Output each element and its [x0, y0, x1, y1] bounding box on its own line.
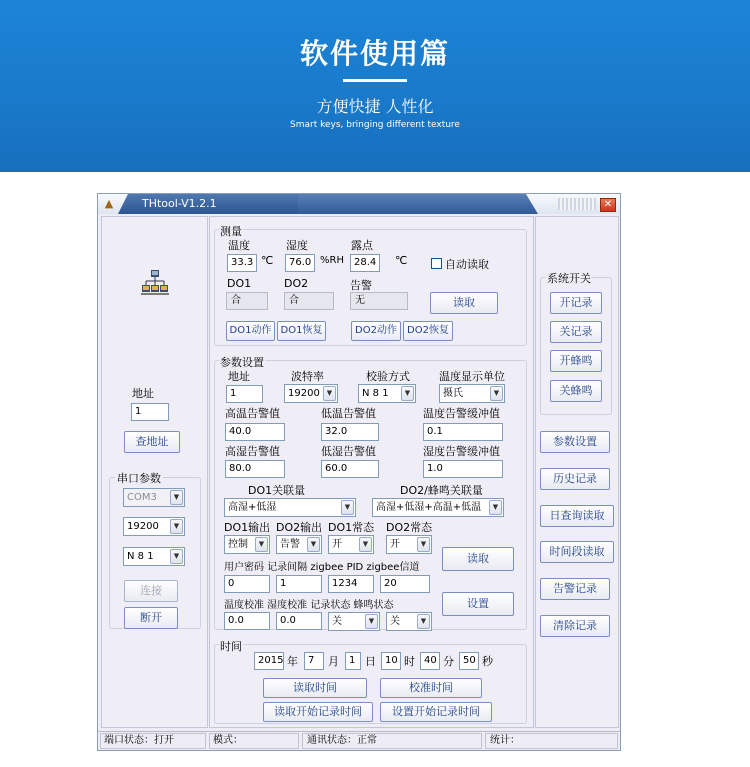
month-input[interactable]: 7	[304, 652, 324, 670]
do2-link-label: DO2/蜂鸣关联量	[400, 484, 483, 497]
do2-action-button[interactable]: DO2动作	[351, 321, 401, 341]
low-hum-input[interactable]: 60.0	[321, 460, 379, 478]
params-set-button[interactable]: 设置	[442, 592, 514, 616]
do1-state: 合	[226, 292, 268, 310]
port-status: 端口状态：打开	[100, 733, 206, 749]
param-address-label: 地址	[228, 370, 250, 383]
do1-label: DO1	[227, 277, 252, 290]
param-address-input[interactable]: 1	[226, 385, 263, 403]
temp-cal-input[interactable]: 0.0	[224, 612, 270, 630]
zigbee-channel-input[interactable]: 20	[380, 575, 430, 593]
do1-output-select[interactable]	[224, 535, 270, 554]
devices-icon	[140, 269, 170, 297]
do1-output-label: DO1输出	[224, 521, 271, 534]
interval-input[interactable]: 1	[276, 575, 322, 593]
do1-normal-select[interactable]	[328, 535, 374, 554]
chevron-down-icon: ▼	[170, 549, 183, 564]
low-temp-label: 低温告警值	[321, 407, 376, 420]
status-bar	[98, 731, 620, 750]
do2-output-label: DO2输出	[276, 521, 323, 534]
time-group-label: 时间	[220, 640, 242, 653]
day-unit: 日	[365, 655, 376, 668]
second-input[interactable]: 50	[459, 652, 479, 670]
do1-reset-button[interactable]: DO1恢复	[277, 321, 326, 341]
minute-unit: 分	[443, 655, 454, 668]
day-input[interactable]: 1	[345, 652, 361, 670]
do1-normal-value: 开	[332, 539, 342, 550]
title-bar[interactable]	[98, 194, 620, 214]
high-temp-label: 高温告警值	[225, 407, 280, 420]
address-label: 地址	[132, 387, 154, 400]
param-check-label: 校验方式	[366, 370, 410, 383]
hour-unit: 时	[404, 655, 415, 668]
params-group-label: 参数设置	[220, 356, 264, 369]
dewpoint-value: 28.4	[350, 254, 380, 272]
alarm-state: 无	[350, 292, 408, 310]
dewpoint-unit: ℃	[395, 254, 408, 267]
hum-cal-input[interactable]: 0.0	[276, 612, 322, 630]
app-window	[97, 193, 621, 751]
param-unit-select[interactable]	[439, 384, 505, 403]
do1-link-label: DO1关联量	[248, 484, 306, 497]
do1-output-value: 控制	[228, 539, 248, 550]
serial-params-label: 串口参数	[117, 472, 161, 485]
right-pane	[535, 216, 619, 728]
chevron-down-icon: ▼	[323, 386, 336, 401]
comm-status: 通讯状态：正常	[302, 733, 482, 749]
title-tab-extension	[298, 194, 538, 214]
stop-record-button[interactable]: 关记录	[550, 321, 602, 343]
app-icon: ▲	[104, 197, 114, 210]
parity-value: N 8 1	[127, 551, 154, 562]
humidity-value: 76.0	[285, 254, 315, 272]
chevron-down-icon: ▼	[417, 614, 430, 629]
param-baud-select[interactable]	[284, 384, 338, 403]
disconnect-button[interactable]: 断开	[124, 607, 178, 629]
address-input[interactable]: 1	[131, 403, 169, 421]
chevron-down-icon: ▼	[401, 386, 414, 401]
do1-link-value: 高湿+低湿	[228, 502, 277, 513]
measure-read-button[interactable]: 读取	[430, 292, 498, 314]
chevron-down-icon: ▼	[490, 386, 503, 401]
temp-value: 33.3	[227, 254, 257, 272]
do1-link-select[interactable]	[224, 498, 356, 517]
chevron-down-icon: ▼	[255, 537, 268, 552]
second-unit: 秒	[482, 655, 493, 668]
low-hum-label: 低湿告警值	[321, 445, 376, 458]
auto-read-label: 自动读取	[445, 258, 489, 271]
close-button[interactable]: ✕	[600, 198, 616, 212]
alarm-record-button[interactable]: 告警记录	[540, 578, 610, 600]
alarm-label: 告警	[350, 279, 372, 292]
port-select[interactable]	[123, 488, 185, 507]
buzzer-state-select[interactable]	[386, 612, 432, 631]
do2-state: 合	[284, 292, 334, 310]
chevron-down-icon: ▼	[359, 537, 372, 552]
chevron-down-icon: ▼	[365, 614, 378, 629]
do2-output-select[interactable]	[276, 535, 322, 554]
window-title: THtool-V1.2.1	[142, 197, 217, 210]
baud-value: 19200	[127, 521, 159, 532]
buzzer-state-value: 关	[390, 616, 400, 627]
do2-output-value: 告警	[280, 539, 300, 550]
params-read-button[interactable]: 读取	[442, 547, 514, 571]
chevron-down-icon: ▼	[170, 490, 183, 505]
header-banner	[0, 0, 750, 172]
do2-reset-button[interactable]: DO2恢复	[403, 321, 453, 341]
clear-record-button[interactable]: 清除记录	[540, 615, 610, 637]
day-query-button[interactable]: 日查询读取	[540, 505, 614, 527]
temp-label: 温度	[228, 239, 250, 252]
minute-input[interactable]: 40	[420, 652, 440, 670]
chevron-down-icon: ▼	[417, 537, 430, 552]
banner-tagline: Smart keys, bringing different texture	[290, 120, 460, 130]
set-record-start-button[interactable]: 设置开始记录时间	[380, 702, 492, 722]
do1-action-button[interactable]: DO1动作	[226, 321, 275, 341]
param-settings-button[interactable]: 参数设置	[540, 431, 610, 453]
buzzer-off-button[interactable]: 关蜂鸣	[550, 380, 602, 402]
low-temp-input[interactable]: 32.0	[321, 423, 379, 441]
year-input[interactable]: 2015	[254, 652, 284, 670]
do2-link-value: 高湿+低湿+高温+低温	[376, 502, 482, 513]
period-read-button[interactable]: 时间段读取	[540, 541, 614, 563]
query-address-button[interactable]: 查地址	[124, 431, 180, 453]
title-grip	[558, 198, 596, 210]
year-unit: 年	[287, 655, 298, 668]
do2-link-select[interactable]	[372, 498, 504, 517]
high-temp-input[interactable]: 40.0	[225, 423, 285, 441]
param-check-select[interactable]	[358, 384, 416, 403]
temp-buffer-label: 温度告警缓冲值	[423, 407, 500, 420]
humidity-unit: %RH	[320, 255, 344, 266]
row4-labels: 用户密码 记录间隔 zigbee PID zigbee信道	[224, 562, 420, 573]
hour-input[interactable]: 10	[381, 652, 401, 670]
hum-buffer-input[interactable]: 1.0	[423, 460, 503, 478]
measure-group-label: 测量	[220, 225, 242, 238]
do2-normal-select[interactable]	[386, 535, 432, 554]
param-check-value: N 8 1	[362, 388, 389, 399]
dewpoint-label: 露点	[351, 239, 373, 252]
do2-normal-label: DO2常态	[386, 521, 433, 534]
mode-status: 模式：	[209, 733, 299, 749]
high-hum-input[interactable]: 80.0	[225, 460, 285, 478]
auto-read-checkbox[interactable]	[431, 258, 442, 269]
humidity-label: 湿度	[286, 239, 308, 252]
baud-select[interactable]	[123, 517, 185, 536]
chevron-down-icon: ▼	[489, 500, 502, 515]
port-value: COM3	[127, 492, 157, 503]
param-baud-value: 19200	[288, 388, 320, 399]
stats-status: 统计：	[485, 733, 618, 749]
system-switch-label: 系统开关	[547, 272, 591, 285]
read-record-start-button[interactable]: 读取开始记录时间	[263, 702, 373, 722]
sync-time-button[interactable]: 校准时间	[380, 678, 482, 698]
high-hum-label: 高湿告警值	[225, 445, 280, 458]
param-unit-label: 温度显示单位	[439, 370, 505, 383]
read-time-button[interactable]: 读取时间	[263, 678, 367, 698]
buzzer-on-button[interactable]: 开蜂鸣	[550, 350, 602, 372]
do2-label: DO2	[284, 277, 309, 290]
chevron-down-icon: ▼	[307, 537, 320, 552]
left-pane	[101, 216, 208, 728]
banner-title: 软件使用篇	[299, 37, 450, 70]
do1-normal-label: DO1常态	[328, 521, 375, 534]
temp-buffer-input[interactable]: 0.1	[423, 423, 503, 441]
password-input[interactable]: 0	[224, 575, 270, 593]
month-unit: 月	[328, 655, 339, 668]
center-pane	[209, 216, 534, 728]
history-button[interactable]: 历史记录	[540, 468, 610, 490]
start-record-button[interactable]: 开记录	[550, 292, 602, 314]
record-state-select[interactable]	[328, 612, 380, 631]
param-baud-label: 波特率	[291, 370, 324, 383]
chevron-down-icon: ▼	[341, 500, 354, 515]
banner-divider	[343, 79, 407, 82]
connect-button[interactable]: 连接	[124, 580, 178, 602]
chevron-down-icon: ▼	[170, 519, 183, 534]
record-state-value: 关	[332, 616, 342, 627]
param-unit-value: 摄氏	[443, 388, 463, 399]
hum-buffer-label: 湿度告警缓冲值	[423, 445, 500, 458]
parity-select[interactable]	[123, 547, 185, 566]
banner-subtitle: 方便快捷 人性化	[316, 97, 434, 116]
temp-unit: ℃	[261, 254, 274, 267]
row5-labels: 温度校准 湿度校准 记录状态 蜂鸣状态	[224, 600, 394, 611]
do2-normal-value: 开	[390, 539, 400, 550]
zigbee-pid-input[interactable]: 1234	[328, 575, 374, 593]
